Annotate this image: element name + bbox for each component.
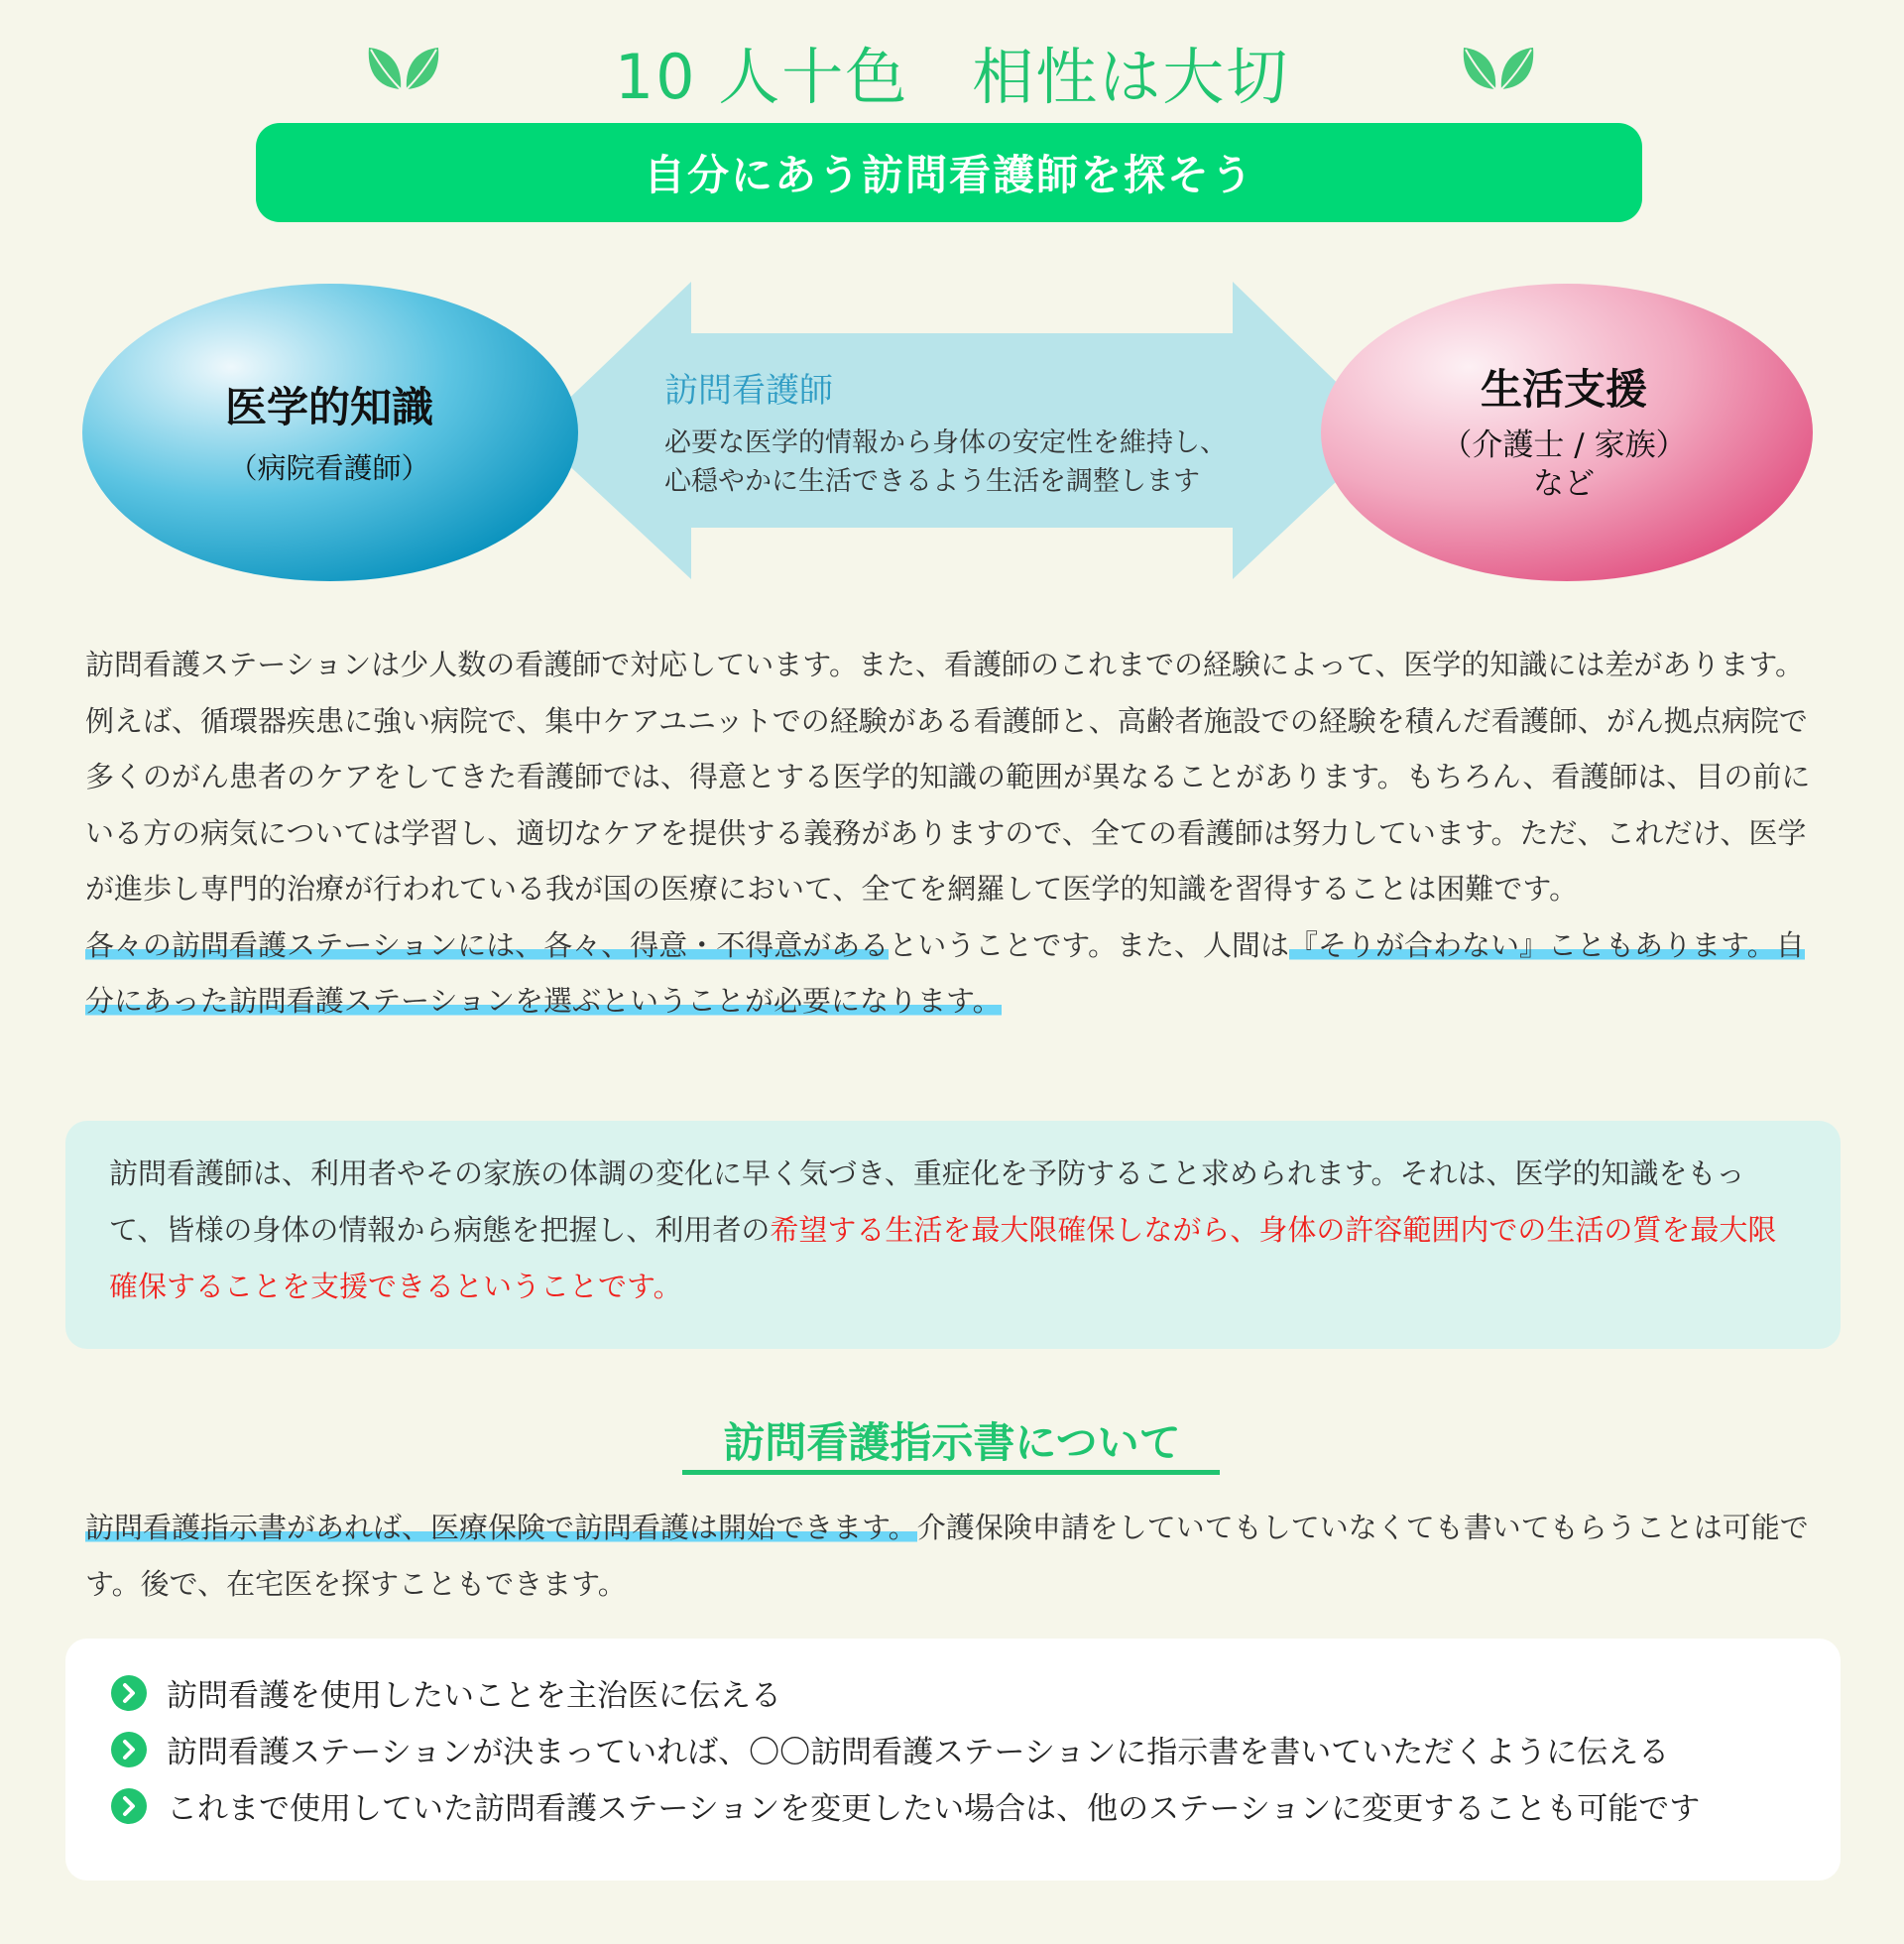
emphasis-text: 希望する生活を最大限確保しながら、身体の許容範囲内での生活の質を最大限確保することを支援できるということです。 bbox=[109, 1213, 1777, 1303]
list-item bbox=[111, 1777, 1841, 1834]
subtitle-text: 自分にあう訪問看護師を探そう bbox=[643, 151, 1254, 199]
chevron-right-circle-icon bbox=[111, 1732, 147, 1767]
life-support-label bbox=[1316, 357, 1812, 504]
instruction-text: 介護保険申請をしていてもしていなくても書いてもらうことは可能です。後で、在宅医を探すこともできます。 bbox=[85, 1511, 1809, 1601]
heading-underline bbox=[682, 1470, 1220, 1475]
list-item bbox=[111, 1721, 1841, 1777]
highlighted-text: 各々の訪問看護ステーションには、各々、得意・不得意がある bbox=[85, 927, 890, 962]
medical-knowledge-title: 医学的知識 bbox=[224, 383, 433, 431]
intro-text: 訪問看護ステーションは少人数の看護師で対応しています。また、看護師のこれまでの経験によって、医学的知識には差があります。例えば、循環器疾患に強い病院で、集中ケアユニットでの経験がある看護師と、高齢者施設での経験を積んだ看護師、がん拠点病院で多くのがん患者のケアをしてきた看護師では、得意とする医学的知識の範囲が異なることがあります。もちろん、看護師は、目の前にいる方の病気については学習し、適切なケアを提供する義務がありますので、全ての看護師は努力しています。ただ、これだけ、医学が進歩し専門的治療が行われている我が国の医療において、全てを網羅して医学的知識を習得することは困難です。 bbox=[85, 648, 1811, 906]
intro-paragraph bbox=[85, 637, 1831, 1030]
life-support-title: 生活支援 bbox=[1480, 365, 1647, 414]
list-item bbox=[111, 1664, 1841, 1721]
chevron-right-circle-icon bbox=[111, 1675, 147, 1711]
list-item-text: これまで使用していた訪問看護ステーションを変更したい場合は、他のステーションに変更することも可能です bbox=[167, 1791, 1701, 1827]
visiting-nurse-description: 必要な医学的情報から身体の安定性を維持し、 心穏やかに生活できるよう生活を調整します bbox=[664, 427, 1227, 498]
chevron-right-circle-icon bbox=[111, 1788, 147, 1824]
page-title: 10 人十色 相性は大切 bbox=[614, 41, 1290, 113]
intro-text: ということです。また、人間は bbox=[889, 927, 1289, 962]
highlighted-text: 『そりが合わない』こともあります。自分にあった訪問看護ステーションを選ぶということが必要になります。 bbox=[85, 927, 1805, 1018]
medical-knowledge-label bbox=[81, 375, 577, 487]
caregiver-label: （介護士 / 家族） など bbox=[1441, 427, 1687, 502]
visiting-nurse-label bbox=[664, 363, 1359, 501]
info-text: 訪問看護師は、利用者やその家族の体調の変化に早く気づき、重症化を予防すること求められます。それは、医学的知識をもって、皆様の身体の情報から病態を把握し、利用者の bbox=[109, 1156, 1745, 1247]
nursing-role-diagram bbox=[0, 276, 1904, 593]
visiting-nurse-title: 訪問看護師 bbox=[664, 371, 833, 411]
list-item-text: 訪問看護ステーションが決まっていれば、〇〇訪問看護ステーションに指示書を書いていただくように伝える bbox=[167, 1735, 1670, 1770]
instruction-paragraph bbox=[85, 1500, 1831, 1613]
highlighted-text: 訪問看護指示書があれば、医療保険で訪問看護は開始できます。 bbox=[85, 1511, 917, 1544]
visiting-nurse-info-box bbox=[65, 1121, 1841, 1349]
steps-list bbox=[65, 1639, 1841, 1881]
hospital-nurse-label: （病院看護師） bbox=[228, 451, 430, 485]
list-item-text: 訪問看護を使用したいことを主治医に伝える bbox=[167, 1678, 781, 1714]
subtitle-banner bbox=[256, 123, 1642, 222]
section-heading: 訪問看護指示書について bbox=[723, 1418, 1181, 1467]
